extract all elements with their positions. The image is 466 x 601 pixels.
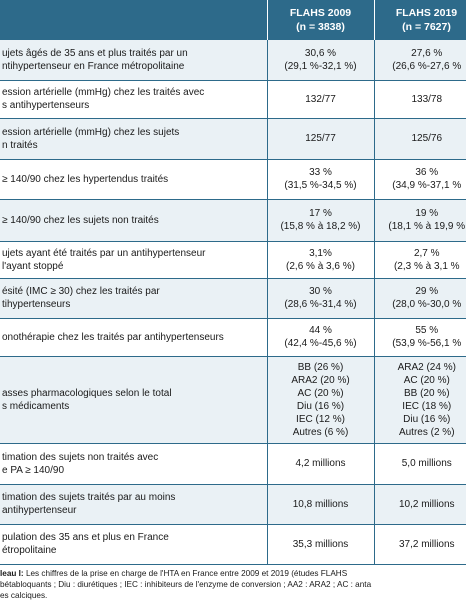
cell-text-line: (28,0 %-30,0 % [375, 298, 466, 311]
cell-text-line: 19 % [375, 207, 466, 220]
cell-text-line: tihypertenseurs [2, 298, 264, 311]
table-header-row [0, 0, 466, 40]
cell-text-line: Diu (16 %) [268, 400, 374, 413]
cell-text-line: ≥ 140/90 chez les sujets non traités [2, 214, 264, 227]
header-2009-title: FLAHS 2009 [268, 6, 374, 20]
row-value-2019-cell [374, 443, 466, 484]
cell-text-line: IEC (12 %) [268, 413, 374, 426]
cell-text-line: (28,6 %-31,4 %) [268, 298, 374, 311]
table-row [0, 443, 466, 484]
cell-text-line: ession artérielle (mmHg) chez les sujets [2, 126, 264, 139]
row-value-2019-cell [374, 356, 466, 443]
cell-text-line: 44 % [268, 324, 374, 337]
cell-text-line: timation des sujets non traités avec [2, 451, 264, 464]
cell-text-line: l'ayant stoppé [2, 260, 264, 273]
row-value-2019-cell [374, 118, 466, 159]
cell-text-line: 125/77 [268, 132, 374, 145]
header-flahs-2009 [267, 0, 374, 40]
row-value-2009-cell [267, 40, 374, 80]
cell-text-line: Autres (2 %) [375, 426, 466, 439]
cell-text-line: (2,6 % à 3,6 %) [268, 260, 374, 273]
row-label-cell [0, 241, 267, 278]
table-row [0, 524, 466, 564]
cell-text-line: Diu (16 %) [375, 413, 466, 426]
caption-text-1: Les chiffres de la prise en charge de l'HTA en France entre 2009 et 2019 (études FLAHS [26, 569, 347, 578]
row-value-2019-cell [374, 199, 466, 241]
cell-text-line: 10,2 millions [375, 498, 466, 511]
caption-lead: leau I: [0, 569, 24, 578]
table-row [0, 40, 466, 80]
cell-text-line: (26,6 %-27,6 % [375, 60, 466, 73]
cell-text-line: AC (20 %) [375, 374, 466, 387]
row-value-2019-cell [374, 80, 466, 118]
header-2019-n: (n = 7627) [375, 20, 466, 34]
cell-text-line: (42,4 %-45,6 %) [268, 337, 374, 350]
cell-text-line: IEC (18 %) [375, 400, 466, 413]
cell-text-line: 5,0 millions [375, 457, 466, 470]
row-value-2009-cell [267, 80, 374, 118]
cell-text-line: 125/76 [375, 132, 466, 145]
table-row [0, 80, 466, 118]
cell-text-line: s médicaments [2, 400, 264, 413]
cell-text-line: (29,1 %-32,1 %) [268, 60, 374, 73]
cell-text-line: 35,3 millions [268, 538, 374, 551]
table-row [0, 318, 466, 356]
table-body [0, 40, 466, 564]
table-row [0, 278, 466, 318]
row-value-2019-cell [374, 484, 466, 524]
row-value-2009-cell [267, 199, 374, 241]
caption-text-3: es calciques. [0, 591, 47, 600]
row-label-cell [0, 40, 267, 80]
cell-text-line: (34,9 %-37,1 % [375, 179, 466, 192]
cell-text-line: 3,1% [268, 247, 374, 260]
row-value-2019-cell [374, 524, 466, 564]
row-value-2009-cell [267, 159, 374, 199]
table-row [0, 159, 466, 199]
header-2009-n: (n = 3838) [268, 20, 374, 34]
cell-text-line: 4,2 millions [268, 457, 374, 470]
table-row [0, 241, 466, 278]
cell-text-line: Autres (6 %) [268, 426, 374, 439]
cell-text-line: 30 % [268, 285, 374, 298]
cell-text-line: (18,1 % à 19,9 % [375, 220, 466, 233]
cell-text-line: ≥ 140/90 chez les hypertendus traités [2, 173, 264, 186]
cell-text-line: (15,8 % à 18,2 %) [268, 220, 374, 233]
row-value-2009-cell [267, 241, 374, 278]
cell-text-line: ujets âgés de 35 ans et plus traités par un [2, 47, 264, 60]
cell-text-line: 55 % [375, 324, 466, 337]
row-label-cell [0, 199, 267, 241]
cell-text-line: (31,5 %-34,5 %) [268, 179, 374, 192]
row-label-cell [0, 443, 267, 484]
row-label-cell [0, 118, 267, 159]
cell-text-line: timation des sujets traités par au moins [2, 491, 264, 504]
row-label-cell [0, 356, 267, 443]
cell-text-line: e PA ≥ 140/90 [2, 464, 264, 477]
row-label-cell [0, 484, 267, 524]
cell-text-line: 10,8 millions [268, 498, 374, 511]
cell-text-line: ARA2 (20 %) [268, 374, 374, 387]
cell-text-line: antihypertenseur [2, 504, 264, 517]
row-value-2009-cell [267, 118, 374, 159]
row-value-2019-cell [374, 159, 466, 199]
row-label-cell [0, 278, 267, 318]
row-label-cell [0, 159, 267, 199]
cell-text-line: ARA2 (24 %) [375, 361, 466, 374]
cell-text-line: ntihypertenseur en France métropolitaine [2, 60, 264, 73]
cell-text-line: 33 % [268, 166, 374, 179]
table-caption [0, 568, 466, 601]
cell-text-line: pulation des 35 ans et plus en France [2, 531, 264, 544]
cell-text-line: 132/77 [268, 93, 374, 106]
cell-text-line: n traités [2, 139, 264, 152]
cell-text-line: BB (20 %) [375, 387, 466, 400]
row-label-cell [0, 524, 267, 564]
cell-text-line: onothérapie chez les traités par antihypertenseurs [2, 331, 264, 344]
row-value-2019-cell [374, 241, 466, 278]
row-label-cell [0, 80, 267, 118]
row-value-2009-cell [267, 356, 374, 443]
row-value-2009-cell [267, 524, 374, 564]
cell-text-line: 133/78 [375, 93, 466, 106]
cell-text-line: 30,6 % [268, 47, 374, 60]
row-value-2009-cell [267, 443, 374, 484]
cell-text-line: ésité (IMC ≥ 30) chez les traités par [2, 285, 264, 298]
cell-text-line: s antihypertenseurs [2, 99, 264, 112]
caption-text-2: bétabloquants ; Diu : diurétiques ; IEC : inhibiteurs de l'enzyme de conversion ; AA2 : ARA2 ; AC : anta [0, 580, 371, 589]
header-2019-title: FLAHS 2019 [375, 6, 466, 20]
cell-text-line: 29 % [375, 285, 466, 298]
row-label-cell [0, 318, 267, 356]
cell-text-line: 17 % [268, 207, 374, 220]
row-value-2019-cell [374, 40, 466, 80]
header-flahs-2019 [374, 0, 466, 40]
cell-text-line: BB (26 %) [268, 361, 374, 374]
cell-text-line: (2,3 % à 3,1 % [375, 260, 466, 273]
cell-text-line: asses pharmacologiques selon le total [2, 387, 264, 400]
table-row [0, 118, 466, 159]
row-value-2019-cell [374, 318, 466, 356]
cell-text-line: étropolitaine [2, 544, 264, 557]
row-value-2009-cell [267, 484, 374, 524]
cell-text-line: 36 % [375, 166, 466, 179]
cell-text-line: ujets ayant été traités par un antihypertenseur [2, 247, 264, 260]
row-value-2009-cell [267, 318, 374, 356]
table-row [0, 484, 466, 524]
cell-text-line: AC (20 %) [268, 387, 374, 400]
header-blank-cell [0, 0, 267, 40]
cell-text-line: 37,2 millions [375, 538, 466, 551]
row-value-2019-cell [374, 278, 466, 318]
cell-text-line: ession artérielle (mmHg) chez les traités avec [2, 86, 264, 99]
cell-text-line: 27,6 % [375, 47, 466, 60]
cell-text-line: 2,7 % [375, 247, 466, 260]
table-row [0, 199, 466, 241]
cell-text-line: (53,9 %-56,1 % [375, 337, 466, 350]
table-row [0, 356, 466, 443]
row-value-2009-cell [267, 278, 374, 318]
